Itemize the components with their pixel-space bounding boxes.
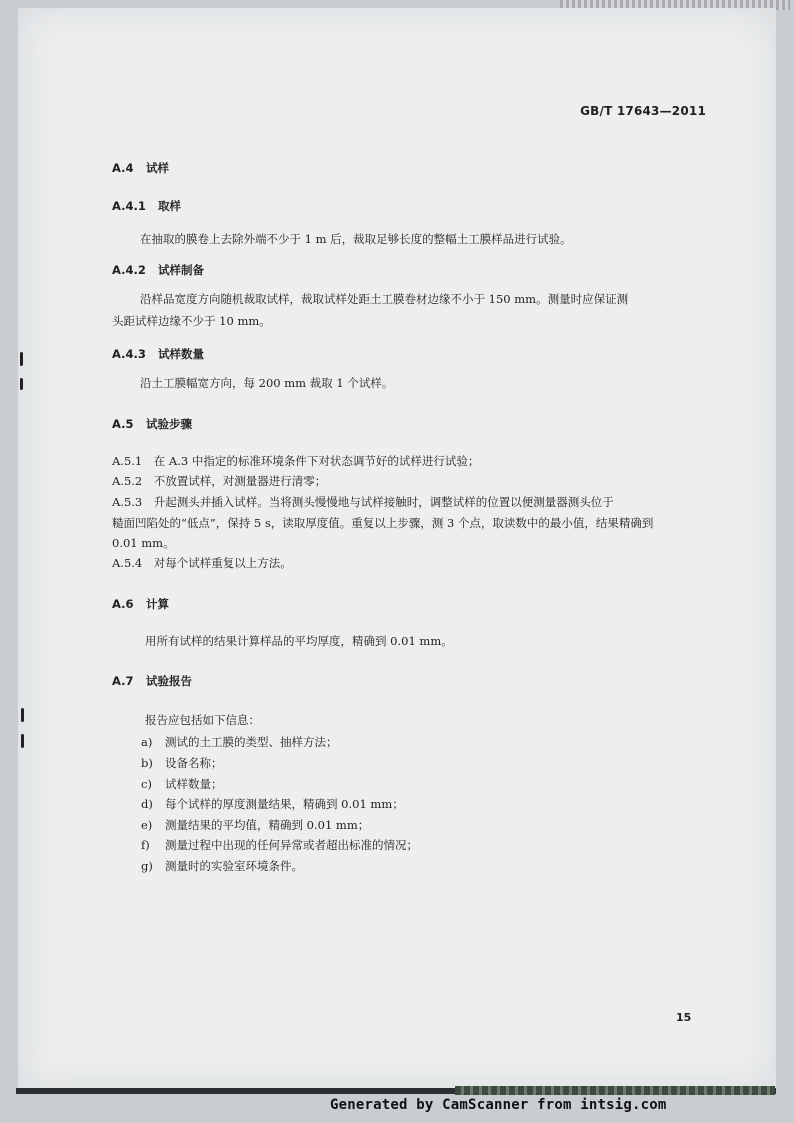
- section-heading-a5: [112, 416, 192, 432]
- list-marker: a): [141, 735, 153, 749]
- binder-hole-mark: [21, 708, 24, 722]
- scanner-watermark: Generated by CamScanner from intsig.com: [330, 1097, 667, 1113]
- list-marker: c): [141, 777, 152, 791]
- section-title: 试样: [146, 161, 169, 175]
- list-item: [141, 837, 418, 853]
- section-title: 取样: [158, 199, 181, 213]
- section-heading-a42: [112, 262, 204, 278]
- page-number: 15: [676, 1011, 692, 1024]
- list-text: 测量时的实验室环境条件。: [165, 859, 303, 873]
- paragraph: 在抽取的膜卷上去除外端不少于 1 m 后，裁取足够长度的整幅土工膜样品进行试验。: [140, 232, 572, 246]
- section-number: A.5: [112, 417, 134, 431]
- list-marker: d): [141, 797, 153, 811]
- list-marker: e): [141, 818, 153, 832]
- paragraph: 用所有试样的结果计算样品的平均厚度，精确到 0.01 mm。: [145, 634, 453, 648]
- section-number: A.4.1: [112, 199, 146, 213]
- binder-hole-mark: [20, 378, 23, 390]
- list-text: 测试的土工膜的类型、抽样方法；: [165, 735, 338, 749]
- section-number: A.4: [112, 161, 134, 175]
- paragraph: 头距试样边缘不少于 10 mm。: [112, 314, 271, 328]
- list-text: 每个试样的厚度测量结果，精确到 0.01 mm；: [165, 797, 404, 811]
- list-item: [141, 858, 303, 874]
- paragraph: 报告应包括如下信息：: [145, 713, 260, 727]
- section-heading-a4: [112, 160, 169, 176]
- step-a53-line2: 糙面凹陷处的“低点”，保持 5 s，读取厚度值。重复以上步骤，测 3 个点，取读数中的最小值，结果精确到: [112, 516, 654, 530]
- section-heading-a43: [112, 346, 204, 362]
- list-marker: g): [141, 859, 153, 873]
- list-item: [141, 817, 369, 833]
- list-item: [141, 796, 404, 812]
- list-text: 测量结果的平均值，精确到 0.01 mm；: [165, 818, 370, 832]
- section-title: 试样数量: [158, 347, 204, 361]
- section-number: A.6: [112, 597, 134, 611]
- paragraph: 沿土工膜幅宽方向，每 200 mm 裁取 1 个试样。: [140, 376, 394, 390]
- binder-hole-mark: [20, 352, 23, 366]
- section-heading-a41: [112, 198, 181, 214]
- list-text: 设备名称；: [165, 756, 223, 770]
- list-marker: b): [141, 756, 153, 770]
- list-item: [141, 776, 223, 792]
- binder-hole-mark: [21, 734, 24, 748]
- list-text: 测量过程中出现的任何异常或者超出标准的情况；: [165, 838, 418, 852]
- section-heading-a7: [112, 673, 192, 689]
- scan-edge-artifact: [455, 1086, 775, 1095]
- step-a54: A.5.4 对每个试样重复以上方法。: [112, 556, 292, 570]
- step-a53-line1: A.5.3 升起测头并插入试样。当将测头慢慢地与试样接触时，调整试样的位置以便测量器测头位于: [112, 495, 614, 509]
- list-text: 试样数量；: [165, 777, 223, 791]
- list-item: [141, 755, 223, 771]
- section-heading-a6: [112, 596, 169, 612]
- section-title: 试验报告: [146, 674, 192, 688]
- step-a53-line3: 0.01 mm。: [112, 536, 175, 550]
- step-a52: A.5.2 不放置试样，对测量器进行清零；: [112, 474, 327, 488]
- section-title: 试验步骤: [146, 417, 192, 431]
- section-number: A.7: [112, 674, 134, 688]
- list-item: [141, 734, 338, 750]
- section-title: 试样制备: [158, 263, 204, 277]
- section-number: A.4.2: [112, 263, 146, 277]
- step-a51: A.5.1 在 A.3 中指定的标准环境条件下对状态调节好的试样进行试验；: [112, 454, 480, 468]
- section-number: A.4.3: [112, 347, 146, 361]
- list-marker: f): [141, 838, 150, 852]
- section-title: 计算: [146, 597, 169, 611]
- standard-code: GB/T 17643—2011: [580, 104, 706, 118]
- paragraph: 沿样品宽度方向随机裁取试样，裁取试样处距土工膜卷材边缘不小于 150 mm。测量时应保证测: [140, 292, 629, 306]
